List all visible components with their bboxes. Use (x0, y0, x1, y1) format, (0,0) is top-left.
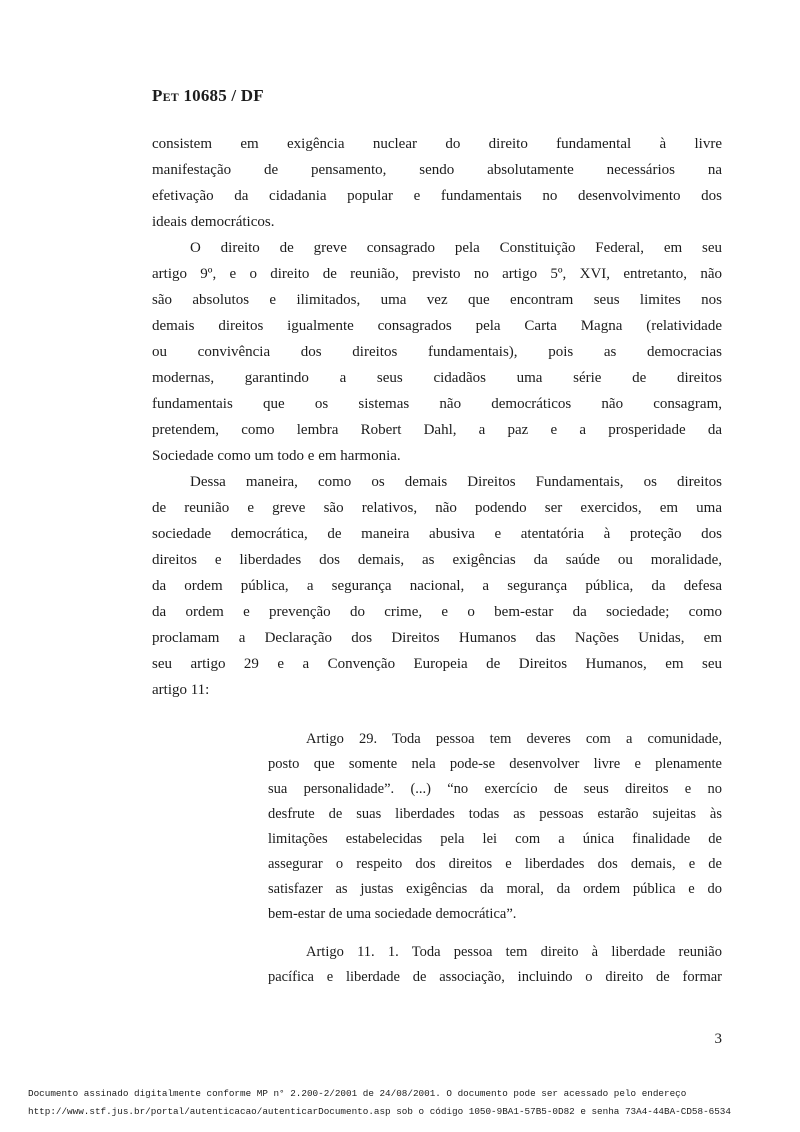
text-line: artigo 11: (152, 682, 210, 698)
text-line: bem-estar de uma sociedade democrática”. (268, 906, 517, 922)
text-line: consistem em exigência nuclear do direito fundamental à livre (152, 136, 722, 152)
text-line: da ordem e prevenção do crime, e o bem-estar da sociedade; como (152, 604, 722, 620)
text-line: limitações estabelecidas pela lei com a única finalidade de (268, 831, 722, 847)
text-line: Sociedade como um todo e em harmonia. (152, 448, 401, 464)
text-line: sociedade democrática, de maneira abusiva e atentatória à proteção dos (152, 526, 722, 542)
case-header: Pet 10685 / DF (152, 86, 264, 105)
text-line: são absolutos e ilimitados, uma vez que encontram seus limites nos (152, 292, 722, 308)
text-line: fundamentais que os sistemas não democráticos não consagram, (152, 396, 722, 412)
text-line: modernas, garantindo a seus cidadãos uma série de direitos (152, 370, 722, 386)
text-line: Dessa maneira, como os demais Direitos Fundamentais, os direitos (190, 474, 722, 490)
quote-article-29 (268, 727, 722, 927)
text-line: ideais democráticos. (152, 214, 275, 230)
text-line: O direito de greve consagrado pela Constituição Federal, em seu (190, 240, 722, 256)
text-line: ou convivência dos direitos fundamentais), pois as democracias (152, 344, 722, 360)
page-number: 3 (714, 1031, 722, 1047)
text-line: proclamam a Declaração dos Direitos Humanos das Nações Unidas, em (152, 630, 722, 646)
text-line: de reunião e greve são relativos, não podendo ser exercidos, em uma (152, 500, 722, 516)
footer-line-1: Documento assinado digitalmente conforme MP n° 2.200-2/2001 de 24/08/2001. O documento pode ser acessado pelo endereço (28, 1088, 687, 1099)
text-line: desfrute de suas liberdades todas as pessoas estarão sujeitas às (268, 806, 722, 822)
text-line: efetivação da cidadania popular e fundamentais no desenvolvimento dos (152, 188, 722, 204)
text-line: satisfazer as justas exigências da moral, da ordem pública e do (268, 881, 722, 897)
text-line: demais direitos igualmente consagrados pela Carta Magna (relatividade (152, 318, 722, 334)
document-body (152, 131, 722, 703)
quote-article-11 (268, 940, 722, 990)
text-line: pretendem, como lembra Robert Dahl, a paz e a prosperidade da (152, 422, 722, 438)
text-line: direitos e liberdades dos demais, as exigências da saúde ou moralidade, (152, 552, 722, 568)
text-line: sua personalidade”. (...) “no exercício de seus direitos e no (268, 781, 722, 797)
digital-signature-footer (28, 1085, 788, 1121)
text-line: posto que somente nela pode-se desenvolver livre e plenamente (268, 756, 722, 772)
text-line: seu artigo 29 e a Convenção Europeia de Direitos Humanos, em seu (152, 656, 722, 672)
text-line: manifestação de pensamento, sendo absolutamente necessários na (152, 162, 722, 178)
text-line: Artigo 11. 1. Toda pessoa tem direito à liberdade reunião (306, 944, 722, 960)
text-line: pacífica e liberdade de associação, incluindo o direito de formar (268, 969, 722, 985)
text-line: Artigo 29. Toda pessoa tem deveres com a comunidade, (306, 731, 722, 747)
text-line: assegurar o respeito dos direitos e liberdades dos demais, e de (268, 856, 722, 872)
text-line: da ordem pública, a segurança nacional, a segurança pública, da defesa (152, 578, 722, 594)
footer-line-2: http://www.stf.jus.br/portal/autenticacao/autenticarDocumento.asp sob o código 1050-9BA1-57B5-0D82 e senha 73A4-44BA-CD58-6534 (28, 1106, 731, 1117)
text-line: artigo 9º, e o direito de reunião, previsto no artigo 5º, XVI, entretanto, não (152, 266, 722, 282)
